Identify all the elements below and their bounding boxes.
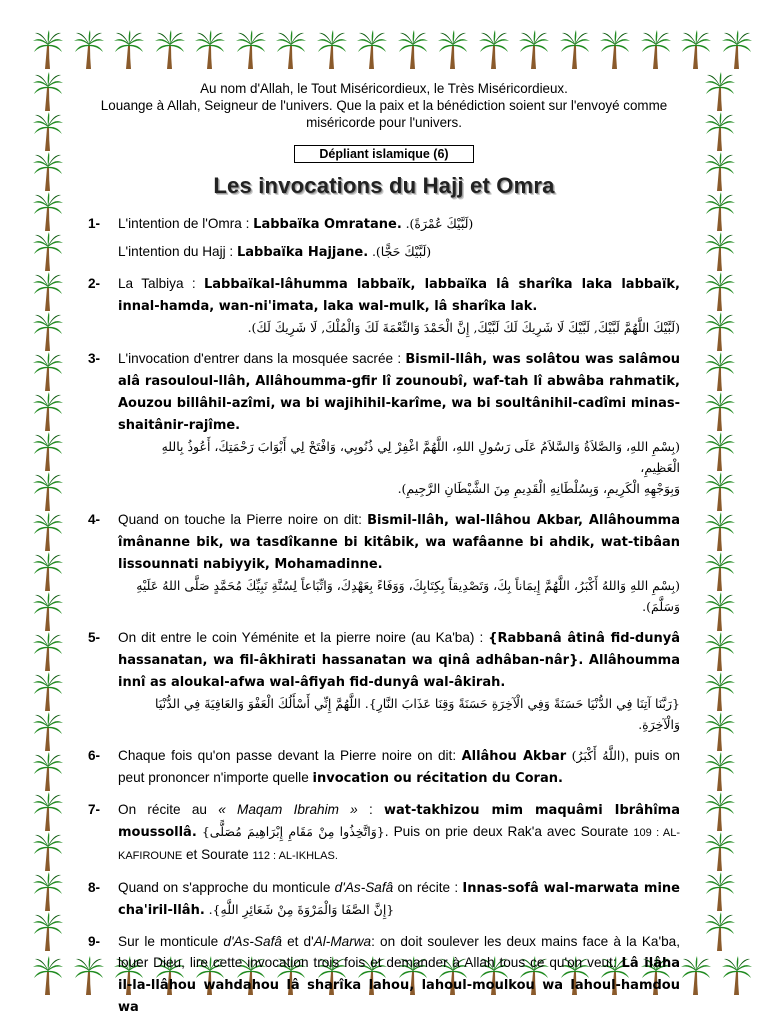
list-item: [88, 931, 680, 1018]
palm-tree-icon: [32, 72, 64, 112]
list-item: [88, 799, 680, 867]
item-line: [118, 745, 680, 789]
leaflet-badge: Dépliant islamique (6): [294, 145, 474, 163]
item-text: La Talbiya :: [118, 276, 204, 291]
item-number: 7-: [88, 802, 101, 817]
palm-tree-icon: [32, 352, 64, 392]
palm-tree-icon: [704, 832, 736, 872]
item-text: L'intention du Hajj :: [118, 244, 237, 259]
palm-tree-icon: [680, 956, 712, 996]
list-item: [88, 273, 680, 338]
palm-tree-icon: [32, 392, 64, 432]
palm-tree-icon: [518, 30, 550, 70]
palm-tree-icon: [32, 872, 64, 912]
palm-tree-icon: [704, 792, 736, 832]
palm-tree-icon: [32, 592, 64, 632]
palm-tree-icon: [316, 30, 348, 70]
palm-tree-icon: [704, 592, 736, 632]
item-text: . Puis on prie deux Rak'a avec Sourate: [384, 824, 634, 839]
list-item: [88, 509, 680, 617]
palm-tree-icon: [704, 112, 736, 152]
item-surah: 112 : AL-IKHLAS.: [252, 850, 338, 862]
palm-tree-icon: [32, 272, 64, 312]
item-place: « Maqam Ibrahim »: [218, 802, 358, 817]
palm-tree-icon: [599, 30, 631, 70]
palm-tree-icon: [704, 632, 736, 672]
palm-tree-icon: [704, 552, 736, 592]
item-transliteration: Bismil-llâh, wal-llâhou Akbar, Allâhoumma îmânanne bik, wa tasdîkanne bi kitâbik, wa wafâanne bi ahdik, wat-tibâan lissounnati nabiyyik, Mohamadinne.: [118, 513, 680, 572]
palm-tree-icon: [32, 912, 64, 952]
palm-tree-icon: [704, 912, 736, 952]
item-arabic: (بِسْمِ اللهِ، وَالصَّلاَةُ وَالسَّلاَمُ عَلَى رَسُولِ اللهِ، اللَّهُمَّ اغْفِرْ لِي ذُنُوبِي، وَافْتَحْ لِي أَبْوَابَ رَحْمَتِكَ، أَعُوذُ بِاللهِ الْعَظِيمِ،: [161, 439, 680, 475]
palm-tree-icon: [704, 872, 736, 912]
item-transliteration: Labbaïka Omratane.: [253, 217, 402, 232]
palm-tree-icon: [73, 30, 105, 70]
item-text: On dit entre le coin Yéménite et la pierre noire (au Ka'ba) :: [118, 630, 489, 645]
palm-tree-icon: [32, 956, 64, 996]
list-item: [88, 627, 680, 735]
palm-tree-icon: [704, 272, 736, 312]
palm-tree-icon: [32, 152, 64, 192]
palm-tree-icon: [32, 632, 64, 672]
item-text: : on doit soulever les deux mains face à la Ka'ba, louer Dieu, lire cette invocation trois fois et demander à Allah tous ce qu'on veut:: [118, 934, 680, 970]
item-number: 4-: [88, 512, 101, 527]
palm-tree-icon: [721, 956, 753, 996]
palm-tree-icon: [704, 232, 736, 272]
palm-tree-icon: [559, 30, 591, 70]
palm-tree-icon: [704, 312, 736, 352]
palm-tree-icon: [704, 472, 736, 512]
palm-tree-icon: [704, 432, 736, 472]
item-number: 2-: [88, 276, 101, 291]
item-text: Quand on touche la Pierre noire on dit:: [118, 512, 368, 527]
item-text: Quand on s'approche du monticule: [118, 880, 335, 895]
item-transliteration: {Rabbanâ âtinâ fid-dunyâ hassanatan, wa fil-âkhirati hassanatan wa qinâ adhâban-nâr}. Allâhoumma innî as aloukal-afwa wal-âfiyah fid-dunyâ wal-âkirah.: [118, 631, 680, 690]
palm-tree-icon: [704, 152, 736, 192]
palm-tree-icon: [32, 192, 64, 232]
palm-tree-icon: [32, 472, 64, 512]
item-surah: 109 : AL-KAFIROUNE: [118, 827, 680, 862]
item-line: [118, 877, 680, 921]
item-transliteration: wat-takhizou mim maquâmi Ibrâhîma moussollâ.: [118, 803, 680, 840]
item-arabic: وَبِوَجْهِهِ الْكَرِيمِ، وَبِسُلْطَانِهِ الْقَدِيمِ مِنَ الشَّيْطَانِ الرَّجِيمِ).: [397, 481, 680, 496]
item-number: 9-: [88, 934, 101, 949]
palm-tree-icon: [32, 552, 64, 592]
item-transliteration: Allâhou Akbar: [461, 749, 567, 764]
palm-tree-icon: [113, 30, 145, 70]
palm-tree-icon: [437, 30, 469, 70]
item-transliteration: Labbaïkal-lâhumma labbaïk, labbaïka lâ sharîka laka labbaïk, innal-hamda, wan-ni'imata, laka wal-mulk, lâ sharîka lak.: [118, 277, 680, 314]
item-text: on récite :: [393, 880, 463, 895]
list-item: [88, 877, 680, 921]
item-number: 8-: [88, 880, 101, 895]
header-basmala: Au nom d'Allah, le Tout Miséricordieux, le Très Miséricordieux.: [200, 81, 568, 96]
palm-tree-icon: [704, 352, 736, 392]
item-arabic: (اللَّهُ أَكْبَرُ): [571, 748, 626, 763]
palm-tree-icon: [356, 30, 388, 70]
palm-tree-icon: [154, 30, 186, 70]
item-transliteration: Lâ ilâha il-la-llâhou wahdahou lâ sharîka lahou, lahoul-moulkou wa lahoul-hamdou wa: [118, 956, 680, 1015]
palm-tree-icon: [397, 30, 429, 70]
item-transliteration: Innas-sofâ wal-marwata mine cha'iril-llâh.: [118, 881, 680, 918]
list-item: [88, 745, 680, 789]
item-place: Al-Marwa: [313, 934, 372, 949]
item-text: Sur le monticule: [118, 934, 224, 949]
item-number: 6-: [88, 748, 101, 763]
palm-tree-icon: [194, 30, 226, 70]
item-text: L'invocation d'entrer dans la mosquée sacrée :: [118, 351, 406, 366]
item-arabic: {رَبَّنَا آتِنَا فِي الدُّنْيَا حَسَنَةً وَفِي الْآخِرَةِ حَسَنَةً وَقِنَا عَذَابَ النَّارِ}. اللَّهُمَّ إِنِّي أَسْأَلُكَ الْعَفْوَ وَالعَافِيَةَ فِي الدُّنْيَا وَالْآخِرَةِ.: [155, 696, 680, 732]
palm-tree-icon: [478, 30, 510, 70]
item-transliteration: Bismil-llâh, was solâtou was salâmou alâ rasouloul-llâh, Allâhoumma-gfir lî zounoubî, waf-tah lî abwâba rahmatik, Aouzou billâhil-azîmi, wa bi wajihihil-karîme, wa bi soultânihil-cadîmi minas-shaitânir-rajîme.: [118, 352, 681, 433]
item-text: L'intention de l'Omra :: [118, 216, 254, 231]
palm-tree-icon: [704, 512, 736, 552]
header: [88, 80, 680, 131]
item-line: [118, 241, 680, 263]
palm-tree-icon: [32, 752, 64, 792]
palm-tree-icon: [704, 392, 736, 432]
item-emphasis: invocation ou récitation du Coran.: [312, 771, 563, 786]
item-arabic: {إِنَّ الصَّفَا وَالْمَرْوَةَ مِنْ شَعَائِرِ اللَّهِ}.: [208, 902, 395, 917]
item-number: 1-: [88, 216, 101, 231]
palm-tree-icon: [32, 312, 64, 352]
item-number: 5-: [88, 630, 101, 645]
header-praise: Louange à Allah, Seigneur de l'univers. Que la paix et la bénédiction soient sur l'envoyé comme miséricorde pour l'univers.: [100, 98, 668, 130]
palm-tree-icon: [32, 30, 64, 70]
item-arabic: {وَاتَّخِذُوا مِنْ مَقَامِ إِبْرَاهِيمَ مُصَلًّى}: [201, 824, 385, 839]
leaflet-content: [88, 80, 680, 1028]
palm-tree-icon: [32, 112, 64, 152]
palm-tree-icon: [704, 192, 736, 232]
palm-tree-icon: [235, 30, 267, 70]
palm-tree-icon: [32, 512, 64, 552]
item-arabic: (لَبَّيْكَ اللَّهُمَّ لَبَّيْكَ, لَبَّيْكَ لَا شَرِيكَ لَكَ لَبَّيْكَ, إِنَّ الْحَمْدَ وَالنِّعْمَةَ لَكَ وَالْمُلْكَ, لَا شَرِيكَ لَكَ).: [247, 320, 680, 335]
item-place: d'As-Safâ: [334, 880, 394, 895]
item-line: [118, 931, 680, 1018]
palm-tree-icon: [32, 672, 64, 712]
item-transliteration: Labbaïka Hajjane.: [236, 245, 369, 260]
palm-tree-icon: [704, 672, 736, 712]
palm-tree-icon: [32, 832, 64, 872]
palm-tree-icon: [640, 30, 672, 70]
item-arabic: (لَبَّيْكَ حَجًّا).: [371, 244, 432, 259]
item-text: et d': [281, 934, 314, 949]
item-text: On récite au: [118, 802, 219, 817]
item-text: et Sourate: [182, 847, 253, 862]
palm-tree-icon: [704, 752, 736, 792]
item-line: [118, 509, 680, 575]
item-text: Chaque fois qu'on passe devant la Pierre noire on dit:: [118, 748, 462, 763]
list-item: [88, 213, 680, 263]
item-line: [118, 213, 680, 235]
palm-tree-icon: [32, 432, 64, 472]
item-place: d'As-Safâ: [223, 934, 282, 949]
item-line: [118, 799, 680, 867]
item-arabic: (لَبَّيْكَ عُمْرَةً).: [405, 216, 474, 231]
item-line: [118, 273, 680, 317]
item-line: [118, 348, 680, 436]
item-arabic: (بِسْمِ اللهِ وَاللهُ أَكْبَرُ، اللَّهُمَّ إِيمَاناً بِكَ، وَتَصْدِيقاً بِكِتَابِكَ، وَوَفَاءً بِعَهْدِكَ، وَاتِّبَاعاً لِسُنَّةِ نَبِيِّكَ مُحَمَّدٍ صَلَّى اللهُ عَلَيْهِ وَسَلَّمَ).: [136, 578, 680, 614]
item-text: , puis on peut prononcer n'importe quelle: [118, 748, 680, 785]
palm-tree-icon: [680, 30, 712, 70]
palm-tree-icon: [275, 30, 307, 70]
palm-tree-icon: [32, 712, 64, 752]
list-item: [88, 348, 680, 499]
item-text: :: [357, 802, 384, 817]
palm-tree-icon: [32, 232, 64, 272]
item-line: [118, 627, 680, 693]
palm-tree-icon: [704, 712, 736, 752]
palm-tree-icon: [721, 30, 753, 70]
palm-tree-icon: [32, 792, 64, 832]
page-title: Les invocations du Hajj et Omra: [213, 173, 555, 198]
palm-tree-icon: [704, 72, 736, 112]
item-number: 3-: [88, 351, 101, 366]
